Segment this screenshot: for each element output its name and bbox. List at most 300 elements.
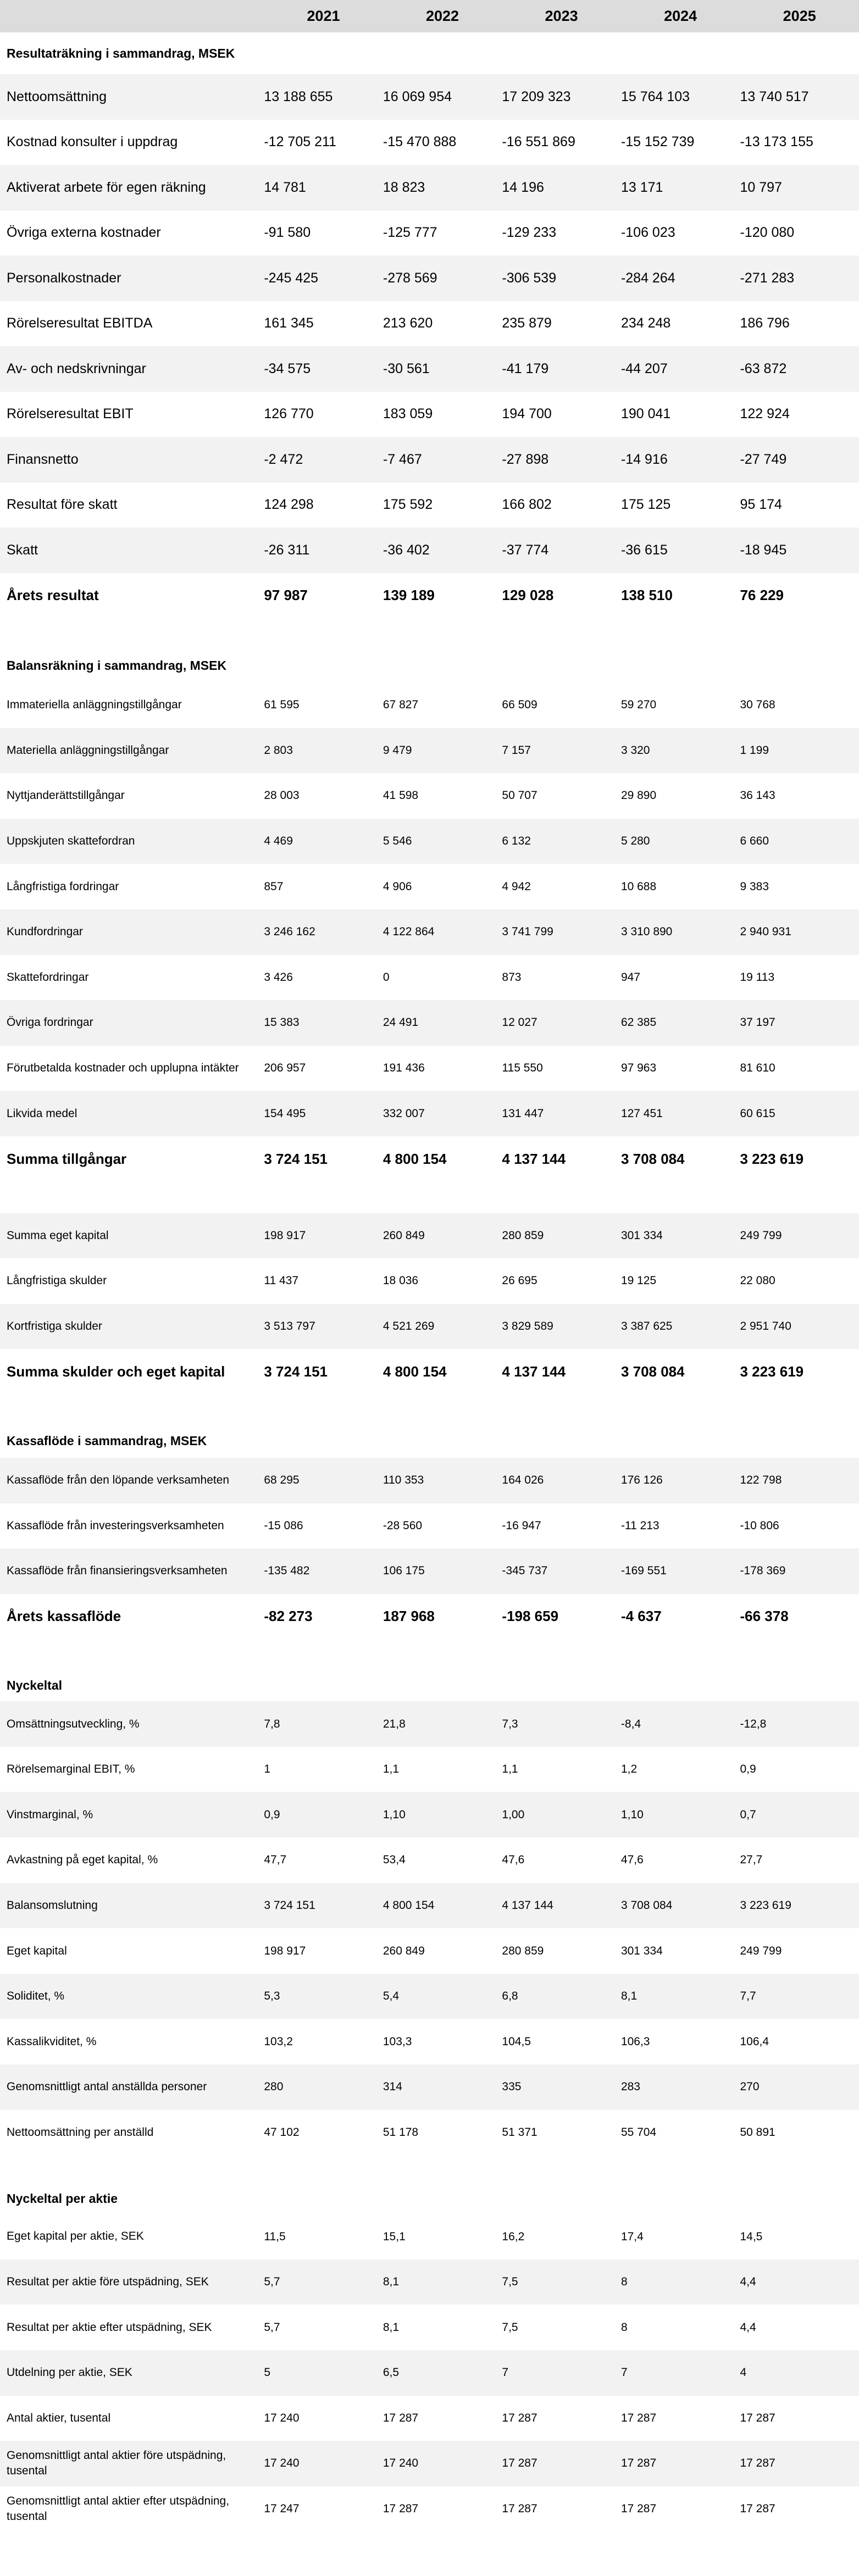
row-value: 13 740 517 [740, 88, 809, 104]
row-value: 18 823 [383, 179, 425, 195]
row-value: -16 947 [502, 1519, 541, 1532]
row-value: 17 247 [264, 2502, 300, 2516]
row-value: 5 280 [620, 835, 650, 848]
row-value: 106,4 [740, 2035, 769, 2048]
row-value: 206 957 [264, 1062, 306, 1075]
row-label: Vinstmarginal, % [7, 1808, 93, 1821]
row-value: -106 023 [620, 225, 675, 241]
row-value: -14 916 [620, 451, 668, 467]
row-value: 110 353 [383, 1474, 424, 1487]
row-value: 4 137 144 [502, 1363, 566, 1380]
row-value: 55 704 [620, 2125, 657, 2139]
table-row [0, 74, 859, 120]
row-value: 51 371 [502, 2125, 537, 2139]
row-value: -120 080 [740, 225, 795, 241]
row-value: 11 437 [264, 1274, 299, 1287]
row-value: 176 126 [620, 1474, 663, 1487]
row-value: 59 270 [620, 698, 657, 712]
row-value: 19 125 [620, 1274, 657, 1287]
row-label: Balansomslutning [7, 1898, 98, 1912]
row-value: -306 539 [502, 270, 557, 286]
table-row [0, 909, 859, 955]
row-value: -27 898 [502, 451, 549, 467]
row-value: 6 660 [740, 835, 769, 848]
row-value: 1,00 [502, 1808, 525, 1821]
row-value: 161 345 [264, 315, 314, 331]
row-label: Årets resultat [7, 587, 99, 604]
balance-sheet-section [0, 648, 859, 1395]
row-value: 190 041 [620, 406, 671, 422]
row-value: 5,7 [264, 2320, 280, 2334]
row-value: 3 223 619 [740, 1150, 804, 1167]
table-row [0, 1046, 859, 1091]
table-row [0, 1548, 859, 1594]
row-value: 53,4 [383, 1853, 406, 1867]
year-header-2024: 2024 [664, 8, 697, 24]
row-value: 17 287 [740, 2411, 775, 2424]
row-value: 19 113 [740, 970, 775, 984]
row-value: 4 137 144 [502, 1150, 566, 1167]
row-value: 249 799 [740, 1229, 782, 1242]
balance-rows [0, 682, 859, 1136]
table-row [0, 256, 859, 301]
row-value: 194 700 [502, 406, 552, 422]
row-value: 68 295 [264, 1474, 300, 1487]
table-row [0, 165, 859, 210]
row-value: 4 469 [264, 835, 293, 848]
cashflow-total-row [0, 1594, 859, 1640]
row-value: 37 197 [740, 1016, 775, 1029]
row-value: 5,3 [264, 1990, 280, 2003]
row-value: 0 [383, 970, 390, 984]
row-label: Antal aktier, tusental [7, 2411, 111, 2424]
row-label: Genomsnittligt antal anställda personer [7, 2080, 207, 2094]
row-value: 4 [740, 2366, 747, 2379]
row-value: 17 287 [502, 2411, 537, 2424]
row-value: 3 708 084 [620, 1150, 685, 1167]
year-header-2021: 2021 [307, 8, 340, 24]
row-value: 175 592 [383, 497, 433, 513]
row-value: 2 803 [264, 743, 293, 757]
row-value: -284 264 [620, 270, 675, 286]
row-value: 15 383 [264, 1016, 300, 1029]
row-value: 115 550 [502, 1062, 543, 1075]
row-value: 6,8 [502, 1990, 518, 2003]
table-row [0, 955, 859, 1001]
row-value: 17 287 [383, 2411, 419, 2424]
row-value: 18 036 [383, 1274, 419, 1287]
table-row [0, 2110, 859, 2156]
row-value: 15,1 [383, 2230, 406, 2243]
cashflow-rows [0, 1458, 859, 1594]
row-value: 198 917 [264, 1944, 306, 1957]
row-label: Nyttjanderättstillgångar [7, 789, 125, 802]
row-value: 30 768 [740, 698, 775, 712]
row-label: Resultat per aktie före utspädning, SEK [7, 2275, 209, 2288]
table-row [0, 346, 859, 392]
row-value: -198 659 [502, 1608, 559, 1625]
row-value: 166 802 [502, 497, 552, 513]
table-row [0, 1503, 859, 1549]
row-label: Resultat per aktie efter utspädning, SEK [7, 2320, 212, 2334]
row-value: 5,4 [383, 1990, 400, 2003]
row-value: 5 [264, 2366, 271, 2379]
row-value: -7 467 [383, 451, 422, 467]
row-value: 7,5 [502, 2320, 518, 2334]
row-value: 3 708 084 [620, 1363, 685, 1380]
row-value: 60 615 [740, 1107, 775, 1120]
row-value: 17,4 [620, 2230, 644, 2243]
row-label: Uppskjuten skattefordran [7, 835, 135, 848]
row-value: 270 [740, 2080, 760, 2094]
row-value: 7 157 [502, 743, 531, 757]
row-value: -4 637 [620, 1608, 662, 1625]
row-value: 36 143 [740, 789, 775, 802]
row-value: 198 917 [264, 1229, 306, 1242]
row-label: Immateriella anläggningstillgångar [7, 698, 182, 712]
row-label: Rörelsemarginal EBIT, % [7, 1763, 135, 1776]
row-value: 3 513 797 [264, 1320, 315, 1333]
per-share-title: Nyckeltal per aktie [7, 2191, 118, 2206]
row-label: Kortfristiga skulder [7, 1320, 102, 1333]
row-value: 29 890 [620, 789, 657, 802]
income-rows [0, 74, 859, 573]
row-label: Likvida medel [7, 1107, 77, 1120]
row-value: 66 509 [502, 698, 537, 712]
row-value: -37 774 [502, 542, 549, 558]
row-value: 7,7 [740, 1990, 756, 2003]
row-value: 47 102 [264, 2125, 300, 2139]
row-value: 3 223 619 [740, 1363, 804, 1380]
year-header-row [0, 0, 859, 32]
row-value: 10 688 [620, 880, 657, 893]
row-label: Summa eget kapital [7, 1229, 109, 1242]
row-label: Summa skulder och eget kapital [7, 1363, 225, 1380]
row-value: 947 [620, 970, 640, 984]
row-value: 7,8 [264, 1717, 280, 1730]
row-label: Skatt [7, 542, 38, 558]
row-value: 13 188 655 [264, 88, 333, 104]
row-value: -278 569 [383, 270, 437, 286]
row-value: 0,9 [264, 1808, 280, 1821]
row-value: 283 [620, 2080, 640, 2094]
row-value: 15 764 103 [620, 88, 690, 104]
row-value: 1 199 [740, 743, 769, 757]
row-value: 16 069 954 [383, 88, 452, 104]
table-row [0, 1701, 859, 1747]
table-row [0, 1747, 859, 1792]
row-label: Övriga externa kostnader [7, 225, 161, 241]
row-value: 8 [620, 2320, 628, 2334]
table-row [0, 1258, 859, 1304]
row-value: 3 426 [264, 970, 293, 984]
table-row [0, 864, 859, 909]
row-value: 6,5 [383, 2366, 400, 2379]
row-value: 14 781 [264, 179, 306, 195]
row-value: -34 575 [264, 360, 311, 376]
row-value: 3 829 589 [502, 1320, 553, 1333]
row-value: 8 [620, 2275, 628, 2289]
row-value: 67 827 [383, 698, 419, 712]
row-value: 280 [264, 2080, 284, 2094]
liability-rows [0, 1213, 859, 1350]
row-value: -26 311 [264, 542, 310, 558]
table-row [0, 1304, 859, 1350]
table-row [0, 1213, 859, 1259]
row-value: -15 152 739 [620, 134, 695, 150]
row-value: 17 240 [383, 2457, 419, 2470]
balance-sheet-title: Balansräkning i sammandrag, MSEK [7, 658, 227, 673]
row-label: Kundfordringar [7, 925, 83, 939]
row-label: Rörelseresultat EBIT [7, 406, 134, 422]
row-value: 17 287 [740, 2502, 775, 2516]
row-label: Kassalikviditet, % [7, 2035, 97, 2048]
per-share-rows [0, 2214, 859, 2531]
row-value: 857 [264, 880, 284, 893]
row-value: 4 137 144 [502, 1898, 553, 1912]
row-value: 301 334 [620, 1944, 663, 1957]
row-value: 26 695 [502, 1274, 537, 1287]
row-value: 187 968 [383, 1608, 435, 1625]
row-label: Materiella anläggningstillgångar [7, 743, 169, 757]
row-value: 50 891 [740, 2125, 775, 2139]
row-value: 17 287 [502, 2502, 537, 2516]
row-value: -271 283 [740, 270, 795, 286]
row-value: 3 724 151 [264, 1150, 328, 1167]
row-value: 1,10 [620, 1808, 644, 1821]
row-value: -28 560 [383, 1519, 423, 1532]
row-value: 1,10 [383, 1808, 406, 1821]
row-value: 14 196 [502, 179, 544, 195]
row-value: 260 849 [383, 1229, 425, 1242]
table-row [0, 1837, 859, 1883]
row-value: 81 610 [740, 1062, 775, 1075]
income-statement-title: Resultaträkning i sammandrag, MSEK [7, 46, 235, 60]
row-label: Kassaflöde från den löpande verksamheten [7, 1474, 230, 1487]
row-label: Aktiverat arbete för egen räkning [7, 179, 206, 195]
row-value: 129 028 [502, 587, 554, 604]
table-row [0, 2486, 859, 2532]
row-value: 164 026 [502, 1474, 544, 1487]
row-value: 4 942 [502, 880, 531, 893]
table-row [0, 1000, 859, 1046]
row-value: 3 387 625 [620, 1320, 673, 1333]
row-value: 17 240 [264, 2411, 300, 2424]
row-value: 41 598 [383, 789, 419, 802]
table-row [0, 773, 859, 819]
table-row [0, 682, 859, 728]
row-value: 183 059 [383, 406, 433, 422]
row-value: 873 [502, 970, 522, 984]
row-value: -27 749 [740, 451, 787, 467]
row-value: 1,1 [383, 1763, 400, 1776]
row-value: -15 086 [264, 1519, 303, 1532]
row-value: 332 007 [383, 1107, 425, 1120]
row-value: 12 027 [502, 1016, 537, 1029]
row-value: 8,1 [383, 2320, 400, 2334]
row-value: 21,8 [383, 1717, 406, 1730]
row-value: -15 470 888 [383, 134, 457, 150]
row-value: 104,5 [502, 2035, 531, 2048]
row-value: -169 551 [620, 1564, 667, 1578]
row-value: 103,3 [383, 2035, 412, 2048]
kpi-rows [0, 1701, 859, 2155]
row-value: 11,5 [264, 2230, 286, 2243]
per-share-section [0, 2183, 859, 2531]
row-label: Av- och nedskrivningar [7, 360, 146, 376]
row-value: 122 798 [740, 1474, 782, 1487]
table-row [0, 392, 859, 437]
row-label: Eget kapital per aktie, SEK [7, 2230, 144, 2243]
row-value: 51 178 [383, 2125, 419, 2139]
year-header-2022: 2022 [425, 8, 459, 24]
total-assets-row [0, 1136, 859, 1182]
row-label: Kassaflöde från finansieringsverksamheten [7, 1564, 228, 1578]
row-label: Skattefordringar [7, 970, 89, 984]
row-value: 97 987 [264, 587, 308, 604]
row-value: 5,7 [264, 2275, 280, 2289]
row-value: 4 906 [383, 880, 412, 893]
row-value: 17 287 [620, 2457, 657, 2470]
row-value: -135 482 [264, 1564, 310, 1578]
income-total-row [0, 573, 859, 619]
row-value: -8,4 [620, 1717, 641, 1730]
year-header-2023: 2023 [545, 8, 578, 24]
row-value: 314 [383, 2080, 402, 2094]
row-value: 122 924 [740, 406, 790, 422]
row-value: -345 737 [502, 1564, 548, 1578]
row-label: Utdelning per aktie, SEK [7, 2366, 132, 2379]
row-value: 235 879 [502, 315, 552, 331]
row-label: Kassaflöde från investeringsverksamheten [7, 1519, 224, 1532]
row-value: 213 620 [383, 315, 433, 331]
row-value: 1,1 [502, 1763, 518, 1776]
table-row [0, 301, 859, 347]
row-value: 17 240 [264, 2457, 300, 2470]
table-row [0, 210, 859, 256]
row-value: -18 945 [740, 542, 787, 558]
row-value: 154 495 [264, 1107, 306, 1120]
row-value: -36 615 [620, 542, 668, 558]
row-value: 9 383 [740, 880, 769, 893]
table-row [0, 819, 859, 864]
row-value: -11 213 [620, 1519, 660, 1532]
row-value: 260 849 [383, 1944, 425, 1957]
kpi-section [0, 1669, 859, 2155]
row-value: 24 491 [383, 1016, 419, 1029]
row-value: 3 724 151 [264, 1363, 328, 1380]
row-value: 62 385 [620, 1016, 657, 1029]
table-row [0, 482, 859, 528]
row-label: Resultat före skatt [7, 497, 118, 513]
row-value: 7,3 [502, 1717, 518, 1730]
row-value: 17 209 323 [502, 88, 571, 104]
row-value: 103,2 [264, 2035, 293, 2048]
row-value: -36 402 [383, 542, 430, 558]
row-label: Genomsnittligt antal aktier efter utspädning, tusental [7, 2494, 230, 2523]
row-value: 124 298 [264, 497, 314, 513]
row-value: 131 447 [502, 1107, 544, 1120]
row-value: 28 003 [264, 789, 300, 802]
row-label: Genomsnittligt antal aktier före utspädning, tusental [7, 2449, 226, 2478]
table-row [0, 2441, 859, 2486]
row-value: 301 334 [620, 1229, 663, 1242]
row-value: 249 799 [740, 1944, 782, 1957]
row-value: 8,1 [620, 1990, 638, 2003]
row-value: 4 800 154 [383, 1363, 447, 1380]
table-row [0, 2305, 859, 2350]
table-row [0, 2350, 859, 2396]
row-value: -30 561 [383, 360, 430, 376]
row-value: -44 207 [620, 360, 668, 376]
row-label: Summa tillgångar [7, 1150, 127, 1167]
row-label: Långfristiga skulder [7, 1274, 107, 1287]
row-value: 27,7 [740, 1853, 763, 1867]
row-value: 47,6 [502, 1853, 525, 1867]
row-value: 234 248 [620, 315, 671, 331]
row-value: -16 551 869 [502, 134, 575, 150]
row-value: -12 705 211 [264, 134, 336, 150]
row-value: 3 741 799 [502, 925, 553, 939]
row-value: 47,6 [620, 1853, 644, 1867]
row-label: Soliditet, % [7, 1990, 65, 2003]
row-value: 4,4 [740, 2275, 756, 2289]
row-value: -2 472 [264, 451, 303, 467]
table-row [0, 2214, 859, 2259]
row-value: 22 080 [740, 1274, 775, 1287]
row-value: -13 173 155 [740, 134, 813, 150]
row-value: 4,4 [740, 2320, 756, 2334]
table-row [0, 1458, 859, 1503]
row-value: 9 479 [383, 743, 412, 757]
row-value: 4 521 269 [383, 1320, 435, 1333]
table-row [0, 2019, 859, 2064]
total-liabilities-row [0, 1349, 859, 1395]
table-row [0, 1928, 859, 1974]
table-row [0, 2064, 859, 2110]
row-value: 3 724 151 [264, 1898, 315, 1912]
row-value: 10 797 [740, 179, 782, 195]
row-value: 4 122 864 [383, 925, 435, 939]
row-value: 0,7 [740, 1808, 756, 1821]
row-value: 76 229 [740, 587, 784, 604]
row-value: -178 369 [740, 1564, 786, 1578]
row-value: 17 287 [620, 2411, 657, 2424]
row-value: 7 [502, 2366, 509, 2379]
row-value: 0,9 [740, 1763, 756, 1776]
row-value: -10 806 [740, 1519, 779, 1532]
row-value: 106,3 [620, 2035, 650, 2048]
row-value: 191 436 [383, 1062, 425, 1075]
table-row [0, 528, 859, 573]
row-label: Eget kapital [7, 1944, 67, 1957]
row-value: 17 287 [502, 2457, 537, 2470]
row-value: 139 189 [383, 587, 435, 604]
year-header-2025: 2025 [783, 8, 816, 24]
row-value: -41 179 [502, 360, 549, 376]
row-label: Nettoomsättning [7, 88, 107, 104]
row-label: Förutbetalda kostnader och upplupna intäkter [7, 1062, 239, 1075]
table-row [0, 437, 859, 482]
row-value: 95 174 [740, 497, 782, 513]
table-row [0, 2259, 859, 2305]
row-value: 3 223 619 [740, 1898, 791, 1912]
table-row [0, 728, 859, 774]
row-label: Kostnad konsulter i uppdrag [7, 134, 178, 150]
table-row [0, 1974, 859, 2019]
row-value: 6 132 [502, 835, 531, 848]
kpi-title: Nyckeltal [7, 1678, 63, 1692]
